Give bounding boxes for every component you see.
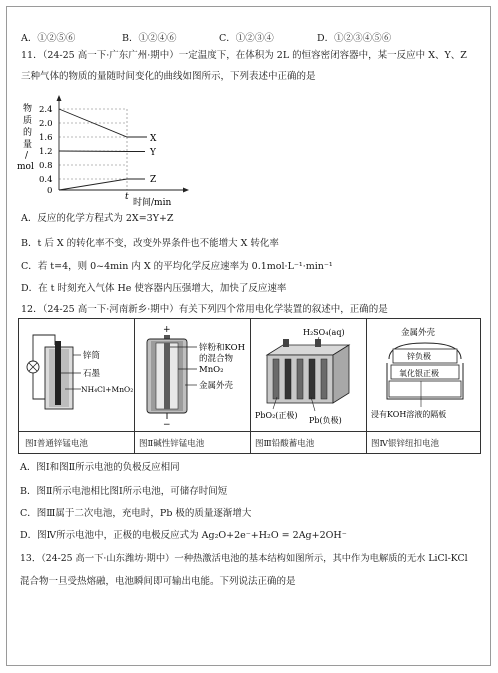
fig3-lead-acid-battery <box>253 323 365 429</box>
fig3-label-pb: Pb(负极) <box>309 416 342 425</box>
q11-chart <box>15 93 195 211</box>
fig2-caption: 图Ⅱ碱性锌锰电池 <box>139 439 205 449</box>
ylabel-char: 的 <box>23 128 33 138</box>
fig1-caption: 图Ⅰ普通锌锰电池 <box>25 439 88 449</box>
q11-option-c: C．若 t=4，则 0~4min 内 X 的平均化学反应速率为 0.1mol·L⁻¹·min⁻¹ <box>21 261 333 272</box>
q11-option-d: D．在 t 时刻充入气体 He 使容器内压强增大，加快了反应速率 <box>21 283 287 294</box>
ylabel-char: 物 <box>23 104 33 114</box>
fig2-label-mno2: MnO₂ <box>199 365 224 375</box>
y-tick: 2.0 <box>39 119 53 129</box>
q12-figure-table <box>18 318 481 454</box>
ylabel-char: mol <box>17 162 34 172</box>
fig2-label-plus: + <box>163 325 171 335</box>
q10-option-a: A．①②⑤⑥ <box>21 33 76 44</box>
q12-stem: 12．（24-25 高一下·河南新乡·期中）有关下列四个常用电化学装置的叙述中，正确的是 <box>21 304 388 315</box>
fig4-silver-zinc-button-cell <box>369 323 481 429</box>
series-y <box>59 151 145 152</box>
ylabel-char: / <box>25 151 29 161</box>
q11-option-a: A．反应的化学方程式为 2X=3Y+Z <box>21 213 174 224</box>
fig3-caption: 图Ⅲ铅酸蓄电池 <box>255 439 315 449</box>
q12-option-c: C．图Ⅲ属于二次电池，充电时，Pb 极的质量逐渐增大 <box>20 508 252 519</box>
series-lines <box>59 109 147 190</box>
q13-stem-line2: 混合物一旦受热熔融，电池瞬间即可输出电能。下列说法正确的是 <box>20 576 296 587</box>
fig1-label-graphite: 石墨 <box>83 369 101 379</box>
fig1-label-paste: NH₄Cl+MnO₂ <box>81 385 133 394</box>
fig4-caption: 图Ⅳ银锌纽扣电池 <box>371 439 439 449</box>
fig2-label-minus: − <box>163 420 171 429</box>
q12-option-a: A．图Ⅰ和图Ⅱ所示电池的负极反应相同 <box>20 462 180 473</box>
fig2-label-mixture: 的混合物 <box>199 354 234 364</box>
series-label-y: Y <box>150 148 156 158</box>
fig4-label-separator: 浸有KOH溶液的隔板 <box>371 410 447 419</box>
series-z <box>59 179 145 190</box>
fig3-label-h2so4: H₂SO₄(aq) <box>303 328 345 337</box>
fig4-label-zinc-anode: 锌负极 <box>407 352 431 361</box>
fig2-label-shell: 金属外壳 <box>199 381 234 391</box>
series-label-x: X <box>150 134 157 144</box>
y-tick: 1.6 <box>39 133 53 143</box>
q10-option-d: D．①②③④⑤⑥ <box>317 33 392 44</box>
q10-option-c: C．①②③④ <box>219 33 274 44</box>
y-tick: 0 <box>47 186 53 196</box>
q11-stem-line2: 三种气体的物质的量随时间变化的曲线如图所示，下列表述中正确的是 <box>21 71 316 82</box>
q11-option-b: B．t 后 X 的转化率不变，改变外界条件也不能增大 X 转化率 <box>21 238 279 249</box>
x-axis-label: 时间/min <box>133 198 172 208</box>
grid-lines <box>59 109 127 190</box>
fig1-zinc-manganese-cell <box>23 327 133 427</box>
t-label: t <box>125 192 129 202</box>
fig2-alkaline-cell <box>137 323 249 429</box>
q12-option-d: D．图Ⅳ所示电池中，正极的电极反应式为 Ag₂O+2e⁻+H₂O = 2Ag+2OH⁻ <box>20 530 347 541</box>
fig3-label-pbo2: PbO₂(正极) <box>255 411 298 420</box>
ylabel-char: 质 <box>23 116 33 126</box>
y-tick: 0.4 <box>39 175 53 185</box>
y-tick: 1.2 <box>39 147 53 157</box>
y-tick: 0.8 <box>39 161 53 171</box>
q10-option-b: B．①②④⑥ <box>122 33 177 44</box>
q13-stem-line1: 13．（24-25 高一下·山东潍坊·期中）一种热激活电池的基本结构如图所示，其中作为电解质的无水 LiCl-KCl <box>20 553 468 564</box>
fig4-label-ag2o-cathode: 氧化银正极 <box>399 369 439 378</box>
ylabel-char: 量 <box>23 140 33 150</box>
fig2-label-zinc-koh: 锌粉和KOH <box>199 343 246 353</box>
fig1-label-zinc: 锌筒 <box>83 351 101 361</box>
q11-stem-line1: 11．（24-25 高一下·广东广州·期中）一定温度下，在体积为 2L 的恒容密闭容器中，某一反应中 X、Y、Z <box>21 50 467 61</box>
q12-option-b: B．图Ⅱ所示电池相比图Ⅰ所示电池，可储存时间短 <box>20 486 228 497</box>
y-tick: 2.4 <box>39 105 53 115</box>
series-label-z: Z <box>150 175 157 185</box>
fig4-label-shell: 金属外壳 <box>401 328 436 338</box>
